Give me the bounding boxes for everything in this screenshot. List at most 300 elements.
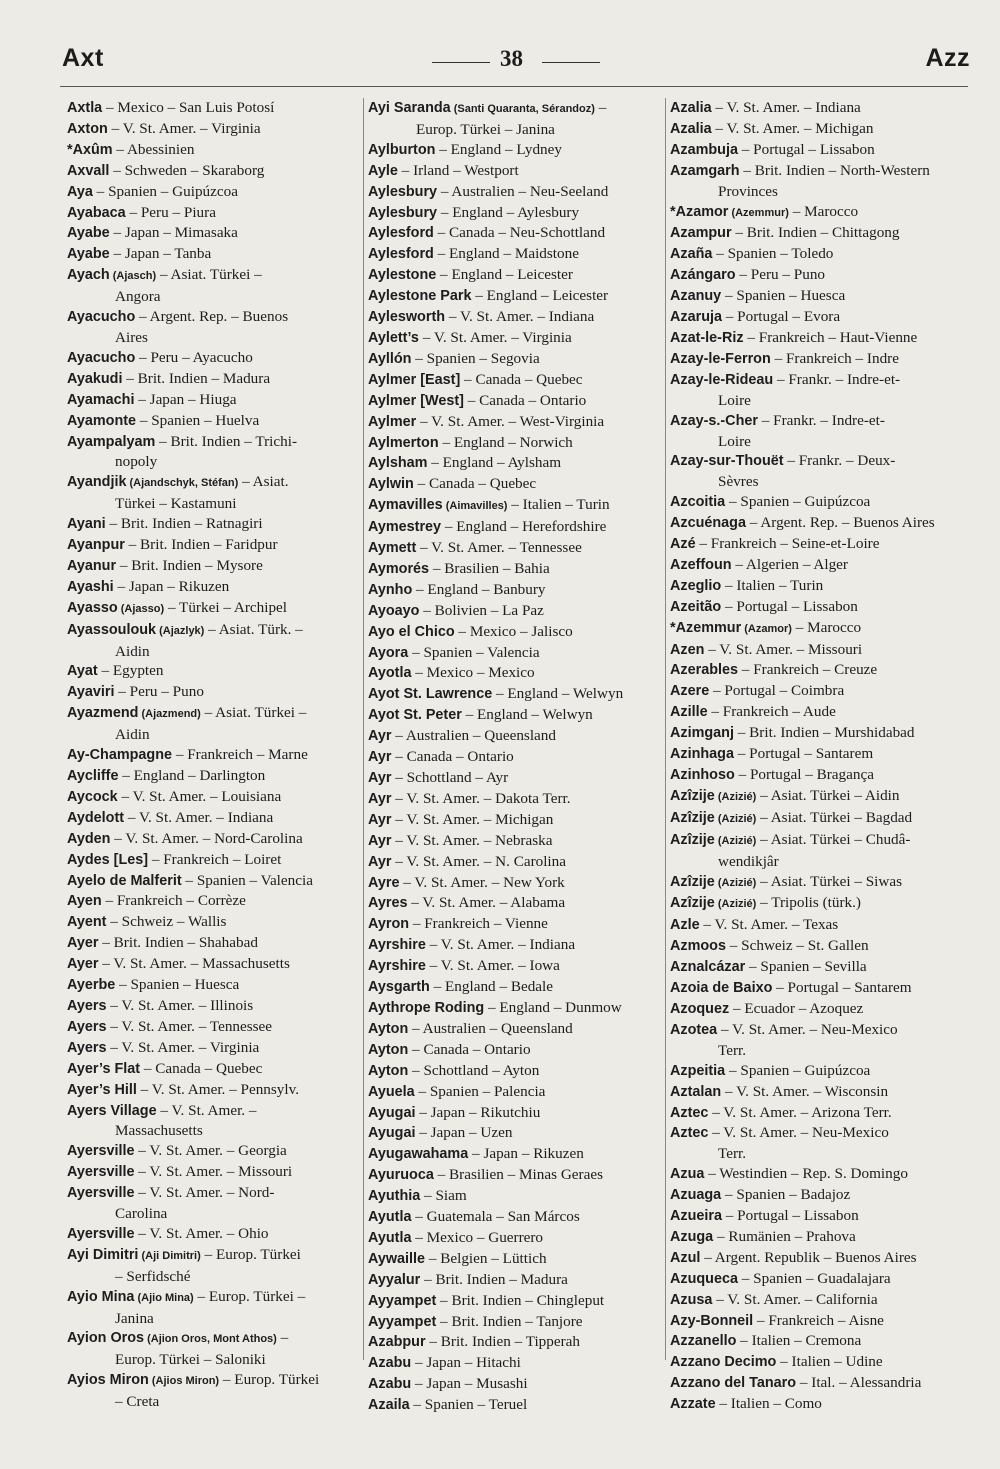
entry-headword: Ayot St. Peter [368,707,462,724]
entry-headword: Azeitão [670,598,722,615]
entry-location: – Portugal – Lissabon [721,1207,859,1225]
gazetteer-entry [670,786,970,808]
entry-headword: Ayakudi [67,370,123,387]
entry-location: – V. St. Amer. – Missouri [704,640,863,658]
entry-headword: Ayacucho [67,349,136,366]
entry-location: – England – Dunmow [484,998,622,1016]
entry-location: – Ital. – Alessandria [796,1374,922,1392]
gazetteer-entry [67,432,359,473]
entry-location: – Spanien – Toledo [712,245,834,263]
entry-headword: Azabpur [368,1334,426,1351]
entry-location: – Spanien – Valencia [408,643,540,661]
gazetteer-entry [670,202,970,224]
gazetteer-entry [368,1270,663,1291]
gazetteer-entry [368,831,663,852]
entry-location: – Canada – Quebec [460,370,583,388]
entry-location: – Peru – Ayacucho [135,348,253,366]
entry-location: – V. St. Amer. – [156,1101,257,1119]
entry-headword: Ayers Village [67,1102,157,1119]
entry-headword: Azcuénaga [670,515,746,532]
entry-alternate-name: (Ajasch) [109,270,157,283]
entry-location: – Portugal – Bragança [734,766,874,783]
gazetteer-entry [368,810,663,831]
entry-headword: Axtla [67,100,103,116]
entry-location: – Japan – Rikuzen [113,577,230,595]
entry-headword: Ayabe [67,246,110,263]
entry-location: – Frankreich – Indre [770,349,899,367]
entry-continuation: Aires [115,328,148,346]
gazetteer-entry [67,1017,359,1038]
entry-headword: Ayersville [67,1185,135,1202]
entry-headword: Ayo el Chico [368,623,455,640]
entry-headword: Aztec [670,1104,709,1121]
entry-location: – Spanien – Palencia [414,1082,546,1100]
gazetteer-entry [368,977,663,998]
entry-location: – Brit. Indien – Faridpur [124,536,278,554]
entry-location: – V. St. Amer. – Texas [699,916,839,934]
entry-headword: Ayr [368,832,392,849]
entry-headword: Ayamonte [67,412,137,429]
gazetteer-entry [368,412,663,433]
entry-location: – Italien – Turin [721,576,824,594]
entry-headword: Azzate [670,1396,716,1413]
entry-headword: *Axûm [67,141,113,158]
entry-headword: Ayres [368,895,408,912]
entry-headword: Ayers [67,1018,107,1035]
entry-headword: Azua [670,1166,705,1183]
entry-headword: Ayampalyam [67,433,156,450]
entry-location: – Argent. Republik – Buenos Aires [700,1248,917,1266]
gazetteer-entry [368,705,663,726]
entry-alternate-name: (Azemmur) [728,206,789,219]
entry-headword: Ayasso [67,599,118,616]
entry-headword: Aymavilles [368,497,443,514]
entry-headword: Ayuthia [368,1188,421,1205]
entry-headword: Azeffoun [670,556,732,573]
entry-location: – Spanien – Guipúzcoa [92,182,238,200]
entry-headword: Aylmer [368,413,417,430]
entry-headword: Ay-Champagne [67,747,173,764]
entry-headword: Azuqueca [670,1270,738,1287]
gazetteer-entry [67,98,359,119]
entry-headword: Azzanello [670,1333,737,1350]
entry-continuation: – Creta [115,1393,160,1411]
entry-headword: Ayanpur [67,537,125,554]
gazetteer-entry [368,768,663,789]
page-number: 38 [500,46,523,71]
entry-location: – Frankreich – Aude [707,703,836,721]
gazetteer-entry [670,618,970,640]
entry-location: – V. St. Amer. – Tennessee [106,1017,273,1035]
entry-headword: Aycliffe [67,768,119,784]
entry-headword: Aylwin [368,476,414,493]
entry-continuation: Sèvres [718,473,759,491]
column-2 [368,98,663,1416]
entry-continuation: Janina [115,1309,154,1327]
gazetteer-entry [67,850,359,871]
entry-headword: Aydes [Les] [67,851,149,868]
gazetteer-entry [670,265,970,286]
entry-location: – Mexico – Jalisco [454,622,573,640]
entry-location: – V. St. Amer. – Alabama [407,894,566,912]
entry-headword: Ayrshire [368,937,426,954]
entry-headword: Ayach [67,267,110,284]
entry-headword: Ayllón [368,350,412,367]
entry-headword: Azeglio [670,577,722,594]
entry-alternate-name: (Ajion Oros, Mont Athos) [144,1333,277,1346]
entry-headword: Ayugai [368,1104,416,1121]
entry-headword: Azay-le-Ferron [670,350,771,367]
entry-headword: Azampur [670,225,732,242]
gazetteer-entry [368,495,663,517]
gazetteer-entry [368,726,663,747]
gazetteer-entry [67,703,359,745]
entry-location: – Marocco [791,618,862,636]
entry-headword: Ayr [368,770,392,786]
entry-headword: Aycock [67,788,118,805]
gazetteer-entry [368,559,663,580]
gazetteer-entry [368,307,663,328]
entry-location: – Schweden – Skaraborg [109,161,265,179]
entry-location: – Frankreich – Vienne [409,915,548,933]
entry-location: – Portugal – Evora [721,308,841,326]
entry-alternate-name: (Ajazlyk) [156,624,205,637]
header-rule [60,86,968,87]
entry-location: – England – Darlington [118,767,266,784]
entry-headword: Azat-le-Riz [670,329,744,346]
gazetteer-entry [67,161,359,182]
gazetteer-entry [368,1123,663,1144]
entry-location: – Europ. Türkei – [193,1287,306,1305]
entry-headword: Azoquez [670,1000,730,1017]
entry-headword: Ayr [368,811,392,828]
entry-headword: Azalia [670,100,712,116]
entry-headword: Azmoos [670,938,726,955]
gazetteer-entry [670,1061,970,1082]
entry-headword: Ayle [368,162,398,179]
entry-location: – Canada – Quebec [413,475,537,493]
entry-location: – V. St. Amer. – Wisconsin [721,1082,889,1100]
entry-headword: Ayio Mina [67,1288,135,1305]
gazetteer-entry [368,914,663,935]
entry-location: – England – Lydney [435,140,562,158]
gazetteer-entry [670,1373,970,1394]
entry-headword: Azinhaga [670,746,734,763]
entry-headword: Ayersville [67,1164,135,1181]
entry-headword: Azamgarh [670,162,740,179]
entry-location: – Asiat. Türkei – [156,266,262,284]
gazetteer-entry [670,534,970,555]
entry-headword: Azoia de Baixo [670,980,773,997]
entry-headword: Azîzije [670,895,715,912]
entry-location: – V. St. Amer. – Michigan [711,119,874,137]
gazetteer-entry [368,935,663,956]
entry-location: – V. St. Amer. – California [712,1290,878,1308]
entry-location: – V. St. Amer. – Iowa [425,957,560,975]
gazetteer-entry [67,577,359,598]
entry-location: – Brit. Indien – Tanjore [436,1312,583,1330]
gazetteer-entry [368,161,663,182]
entry-location: – Portugal – Lissabon [721,597,858,615]
entry-location: – Spanien – Huelva [136,411,260,429]
entry-location: – Asiat. Türkei – [200,704,307,722]
gazetteer-entry [670,1352,970,1373]
entry-location: – Brit. Indien – Madura [122,369,271,387]
entry-location: – V. St. Amer. – Indiana [425,936,576,954]
gazetteer-entry [670,576,970,597]
gazetteer-entry [368,580,663,601]
gazetteer-entry [368,453,663,474]
entry-location: – Spanien – Guipúzcoa [725,493,871,511]
entry-headword: Azille [670,704,708,721]
entry-alternate-name: (Santi Quaranta, Sérandoz) [450,103,595,115]
entry-headword: *Azemmur [670,619,742,636]
entry-location: – Peru – Puno [735,266,826,284]
gazetteer-entry [670,119,970,140]
gazetteer-entry [67,1183,359,1224]
gazetteer-entry [670,702,970,723]
entry-continuation: Terr. [718,1145,747,1163]
entry-headword: Azuaga [670,1187,722,1204]
gazetteer-entry [67,871,359,892]
gazetteer-entry [670,957,970,978]
entry-headword: Ayutla [368,1209,412,1226]
column-1 [67,98,359,1412]
entry-headword: Aylesford [368,246,434,263]
entry-location: – Schottland – Ayton [408,1061,540,1079]
entry-location: – Bolivien – La Paz [419,601,544,619]
entry-headword: Ayazmend [67,705,139,722]
entry-location: – Asiat. Türkei – Siwas [756,872,903,890]
entry-location: – Japan – Tanba [109,245,212,263]
entry-location: – Schweiz – St. Gallen [725,937,869,955]
entry-continuation: Aidin [115,642,150,660]
entry-headword: Ayton [368,1020,409,1037]
entry-headword: Ayr [368,790,392,807]
entry-headword: Ayyalur [368,1271,421,1288]
entry-location: – Brit. Indien – Madura [420,1270,568,1288]
entry-location: – Westindien – Rep. S. Domingo [704,1165,908,1183]
entry-location: – V. St. Amer. – Michigan [391,810,554,828]
entry-continuation: Aidin [115,726,150,744]
entry-headword: Ayersville [67,1225,135,1242]
entry-alternate-name: (Ajandschyk, Stéfan) [126,477,239,490]
entry-alternate-name: (Azamor) [741,622,792,635]
entry-headword: Ayre [368,874,400,891]
gazetteer-entry [67,514,359,535]
entry-location: – Guatemala – San Márcos [411,1208,580,1226]
entry-alternate-name: (Azizié) [714,790,757,803]
entry-location: – Spanien – Guadalajara [737,1269,891,1287]
entry-location: – Brit. Indien – Chingleput [436,1291,605,1309]
entry-headword: Azambuja [670,141,738,158]
gazetteer-entry [670,1248,970,1269]
entry-headword: Ayaviri [67,684,115,701]
entry-continuation: nopoly [115,453,158,471]
entry-location: – Frankreich – Corrèze [101,892,246,910]
gazetteer-entry [67,203,359,224]
entry-location: – Japan – Uzen [415,1124,513,1142]
entry-headword: Ayer [67,956,99,973]
gazetteer-entry [67,1245,359,1287]
entry-location: – Portugal – Santarem [733,745,874,763]
gazetteer-entry [368,1228,663,1249]
entry-location: – Spanien – Huesca [721,287,846,305]
gazetteer-entry [67,411,359,432]
entry-location: – Brasilien – Minas Geraes [433,1166,603,1184]
entry-headword: Ayent [67,914,107,931]
entry-headword: Azle [670,917,700,934]
entry-location: – Frankr. – Deux- [783,452,896,470]
gazetteer-entry [670,723,970,744]
entry-headword: Ayers [67,997,107,1014]
gazetteer-entry [670,161,970,202]
gazetteer-entry [67,682,359,703]
gazetteer-entry [368,643,663,664]
gazetteer-entry [368,474,663,495]
gazetteer-entry [67,265,359,307]
entry-headword: Azerables [670,662,738,679]
entry-headword: Ayer’s Hill [67,1081,137,1098]
gazetteer-entry [670,765,970,786]
entry-location: – Canada – Ontario [463,391,587,409]
entry-headword: Aylesbury [368,183,438,200]
entry-location: – V. St. Amer. – Louisiana [117,787,282,805]
entry-headword: Ayora [368,644,409,661]
gazetteer-entry [368,538,663,559]
entry-location: – Australien – Queensland [408,1019,573,1037]
entry-headword: Ayugawahama [368,1146,469,1163]
entry-location: – Australien – Neu-Seeland [437,182,609,200]
entry-headword: Ayr [368,728,392,745]
gazetteer-entry [368,433,663,454]
entry-location: – V. St. Amer. – Neu-Mexico [717,1020,898,1038]
entry-headword: Aysgarth [368,979,430,996]
entry-headword: Axvall [67,162,110,179]
gazetteer-entry [670,893,970,915]
gazetteer-entry [67,996,359,1017]
entry-location: – Mexico – Mexico [411,664,535,682]
entry-location: – Belgien – Lüttich [425,1249,547,1267]
entry-headword: Ayton [368,1041,409,1058]
gazetteer-entry [670,223,970,244]
gazetteer-entry [670,915,970,936]
entry-continuation: Europ. Türkei – Saloniki [115,1351,266,1369]
entry-headword: Ayelo de Malferit [67,872,182,889]
entry-headword: Ayer [67,935,99,952]
gazetteer-entry [67,182,359,203]
entry-location: – V. St. Amer. – Indiana [711,99,861,116]
gazetteer-entry [67,787,359,808]
gazetteer-entry [670,640,970,661]
gazetteer-entry [67,1080,359,1101]
gazetteer-entry [67,1224,359,1245]
entry-headword: Ayden [67,830,111,847]
gazetteer-entry [670,1269,970,1290]
entry-headword: Ayion Oros [67,1330,145,1347]
gazetteer-entry [67,1059,359,1080]
gazetteer-entry [67,1328,359,1370]
entry-headword: Ayamachi [67,391,135,408]
gazetteer-entry [67,912,359,933]
entry-headword: Azueira [670,1208,722,1225]
gazetteer-entry [368,1165,663,1186]
gazetteer-entry [67,808,359,829]
entry-location: – Spanien – Segovia [411,349,540,367]
entry-alternate-name: (Aimavilles) [442,500,508,513]
gazetteer-entry [670,370,970,411]
gazetteer-entry [368,956,663,977]
gazetteer-entry [670,98,970,119]
entry-location: – Japan – Rikutchiu [415,1103,541,1121]
gazetteer-entry [670,1311,970,1332]
page-header [62,44,970,78]
entry-continuation: Angora [115,288,161,306]
entry-location: – Algerien – Alger [731,555,848,573]
gazetteer-entry [670,744,970,765]
gazetteer-entry [670,244,970,265]
gazetteer-entry [67,244,359,265]
entry-headword: Azé [670,536,696,553]
entry-location: – England – Banbury [412,580,546,598]
entry-headword: Azabu [368,1376,412,1393]
entry-headword: Azul [670,1249,701,1266]
entry-headword: Ayacucho [67,309,136,326]
entry-location: – Ecuador – Azoquez [729,999,864,1017]
gazetteer-entry [67,369,359,390]
entry-location: – Frankr. – Indre-et- [773,370,901,388]
entry-location: – England – Welwyn [461,706,593,724]
entry-headword: Azinhoso [670,767,735,783]
gazetteer-entry [67,390,359,411]
entry-headword: Ayyampet [368,1313,437,1330]
gazetteer-entry [67,620,359,662]
entry-location: – Asiat. Türk. – [204,620,303,638]
gazetteer-entry [67,745,359,766]
entry-headword: Azay-s.-Cher [670,412,758,429]
gazetteer-entry [368,1186,663,1207]
entry-headword: Azîzije [670,873,715,890]
entry-location: – V. St. Amer. – Nebraska [391,831,553,849]
entry-location: – Frankreich – Marne [172,746,308,764]
entry-headword: Aymett [368,540,417,557]
gazetteer-entry [67,140,359,161]
entry-headword: Ayrshire [368,958,426,975]
entry-location: – Brit. Indien – Murshidabad [733,724,915,742]
gazetteer-entry [368,1374,663,1395]
entry-location: – V. St. Amer. – Nord-Carolina [110,829,303,847]
entry-location: – Europ. Türkei [200,1245,301,1263]
entry-continuation: Terr. [718,1041,747,1059]
entry-headword: Ayotla [368,665,412,682]
gazetteer-entry [67,766,359,787]
entry-location: – Marocco [788,202,859,220]
entry-location: – V. St. Amer. – Pennsylv. [136,1080,300,1098]
gazetteer-entry [368,391,663,412]
entry-continuation: Loire [718,391,751,409]
entry-location: – Peru – Piura [125,203,216,221]
entry-headword: Ayi Saranda [368,100,451,116]
gazetteer-entry [67,1038,359,1059]
entry-location: – V. St. Amer. – N. Carolina [391,852,566,870]
entry-headword: Aymestrey [368,519,442,536]
entry-location: – Siam [420,1187,467,1205]
entry-headword: *Azamor [670,203,729,220]
gazetteer-entry [368,998,663,1019]
gazetteer-entry [670,307,970,328]
entry-location: – Italien – Udine [776,1353,883,1371]
entry-location: – Spanien – Badajoz [721,1186,851,1204]
